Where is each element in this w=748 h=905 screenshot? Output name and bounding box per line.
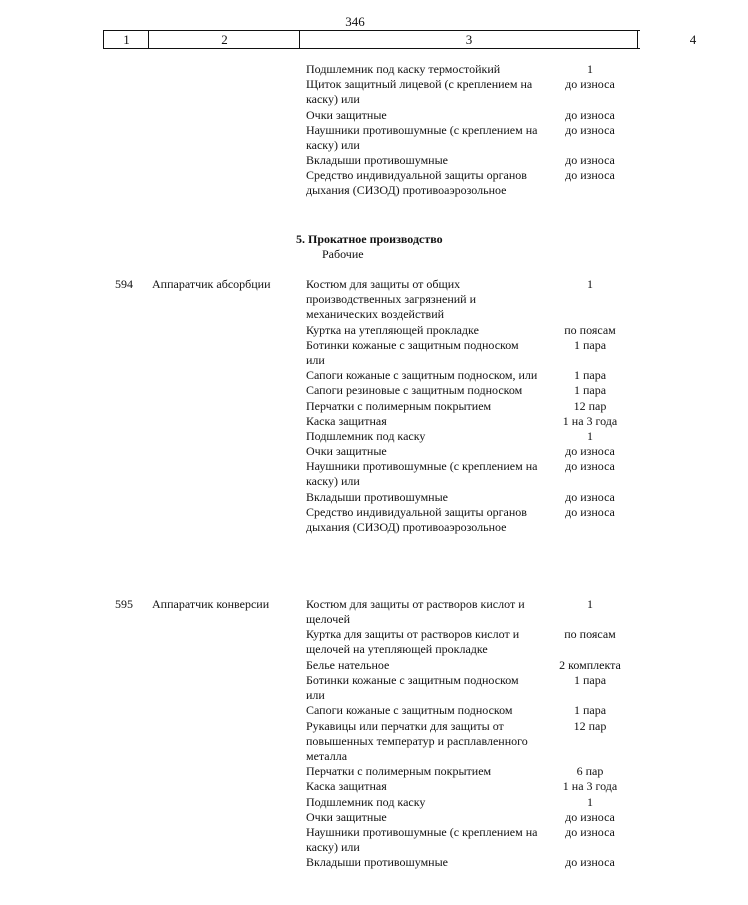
page-number: 346 <box>345 14 365 29</box>
ppe-norm: 12 пар <box>573 398 607 413</box>
ppe-item: Средство индивидуальной защиты органов дыхания (СИЗОД) противоаэрозольное <box>306 168 527 198</box>
ppe-item: Подшлемник под каску <box>306 794 426 809</box>
ppe-norm: до износа <box>565 153 615 168</box>
ppe-norm: 1 на 3 года <box>562 413 618 428</box>
column-header-4: 4 <box>637 31 748 48</box>
ppe-norm: 1 пара <box>573 703 607 718</box>
ppe-norm: 1 <box>587 597 593 611</box>
ppe-item: Средство индивидуальной защиты органов дыхания (СИЗОД) противоаэрозольное <box>306 505 527 534</box>
ppe-item: Подшлемник под каску термостойкий <box>306 62 501 76</box>
ppe-item: Очки защитные <box>306 809 387 824</box>
ppe-item: Вкладыши противошумные <box>306 153 448 168</box>
ppe-item: Ботинки кожаные с защитным подноском или <box>306 337 519 367</box>
ppe-item: Каска защитная <box>306 779 387 794</box>
ppe-item: Перчатки с полимерным покрытием <box>306 398 492 413</box>
ppe-item: Сапоги кожаные с защитным подноском <box>306 703 513 718</box>
column-header-3: 3 <box>299 31 638 48</box>
entry-number: 594 <box>115 277 133 291</box>
ppe-norm: до износа <box>565 107 615 122</box>
column-header-2: 2 <box>148 31 300 48</box>
entry-profession: Аппаратчик абсорбции <box>152 277 271 291</box>
ppe-item: Костюм для защиты от общих производственных загрязнений и механических воздействий <box>306 277 477 321</box>
ppe-item: Щиток защитный лицевой (с креплением на каску) или <box>306 77 533 107</box>
ppe-item: Очки защитные <box>306 444 387 459</box>
ppe-item: Вкладыши противошумные <box>306 489 448 504</box>
ppe-norm: 2 комплекта <box>559 657 621 672</box>
ppe-norm: 1 <box>587 62 593 76</box>
ppe-norm: до износа <box>565 444 615 459</box>
ppe-norm: 1 на 3 года <box>562 779 618 794</box>
ppe-item: Вкладыши противошумные <box>306 855 448 870</box>
ppe-item: Куртка на утепляющей прокладке <box>306 322 479 337</box>
ppe-norm: 1 пара <box>573 383 607 398</box>
ppe-item: Подшлемник под каску <box>306 429 426 443</box>
ppe-norm: до износа <box>565 77 615 92</box>
ppe-norm: до износа <box>565 505 615 519</box>
ppe-norm: 1 пара <box>573 673 607 687</box>
entry-number: 595 <box>115 597 133 611</box>
ppe-norm: 1 пара <box>573 337 607 352</box>
ppe-norm: 6 пар <box>576 764 604 779</box>
ppe-norm: 1 пара <box>573 368 607 383</box>
ppe-item: Куртка для защиты от растворов кислот и щелочей на утепляющей прокладке <box>306 627 520 657</box>
ppe-item: Сапоги резиновые с защитным подноском <box>306 383 523 398</box>
ppe-norm: 1 <box>587 794 593 809</box>
section-subtitle: Рабочие <box>322 247 364 261</box>
ppe-item: Перчатки с полимерным покрытием <box>306 764 492 779</box>
ppe-item: Наушники противошумные (с креплением на каску) или <box>306 122 538 152</box>
section-title: 5. Прокатное производство <box>296 232 443 246</box>
ppe-norm: 1 <box>587 277 593 291</box>
ppe-norm: до износа <box>565 809 615 824</box>
ppe-norm: 12 пар <box>573 718 607 733</box>
entry-profession: Аппаратчик конверсии <box>152 597 270 611</box>
column-header-row <box>103 30 697 49</box>
ppe-item: Костюм для защиты от растворов кислот и щелочей <box>306 597 525 626</box>
ppe-norm: до износа <box>565 489 615 504</box>
ppe-item: Очки защитные <box>306 107 387 122</box>
ppe-item: Рукавицы или перчатки для защиты от повышенных температур и расплавленного металла <box>306 718 528 763</box>
ppe-norm: 1 <box>587 429 593 443</box>
ppe-norm: до износа <box>565 168 615 183</box>
ppe-norm: до износа <box>565 825 615 839</box>
ppe-norm: по поясам <box>564 627 616 642</box>
ppe-item: Наушники противошумные (с креплением на каску) или <box>306 459 538 489</box>
ppe-item: Наушники противошумные (с креплением на каску) или <box>306 825 538 854</box>
ppe-norm: до износа <box>565 122 615 137</box>
ppe-item: Каска защитная <box>306 413 387 428</box>
ppe-item: Белье нательное <box>306 657 390 672</box>
ppe-item: Ботинки кожаные с защитным подноском или <box>306 673 519 702</box>
column-header-1: 1 <box>103 31 149 48</box>
ppe-item: Сапоги кожаные с защитным подноском, или <box>306 368 538 383</box>
ppe-norm: по поясам <box>564 322 616 337</box>
ppe-norm: до износа <box>565 855 615 870</box>
ppe-norm: до износа <box>565 459 615 474</box>
